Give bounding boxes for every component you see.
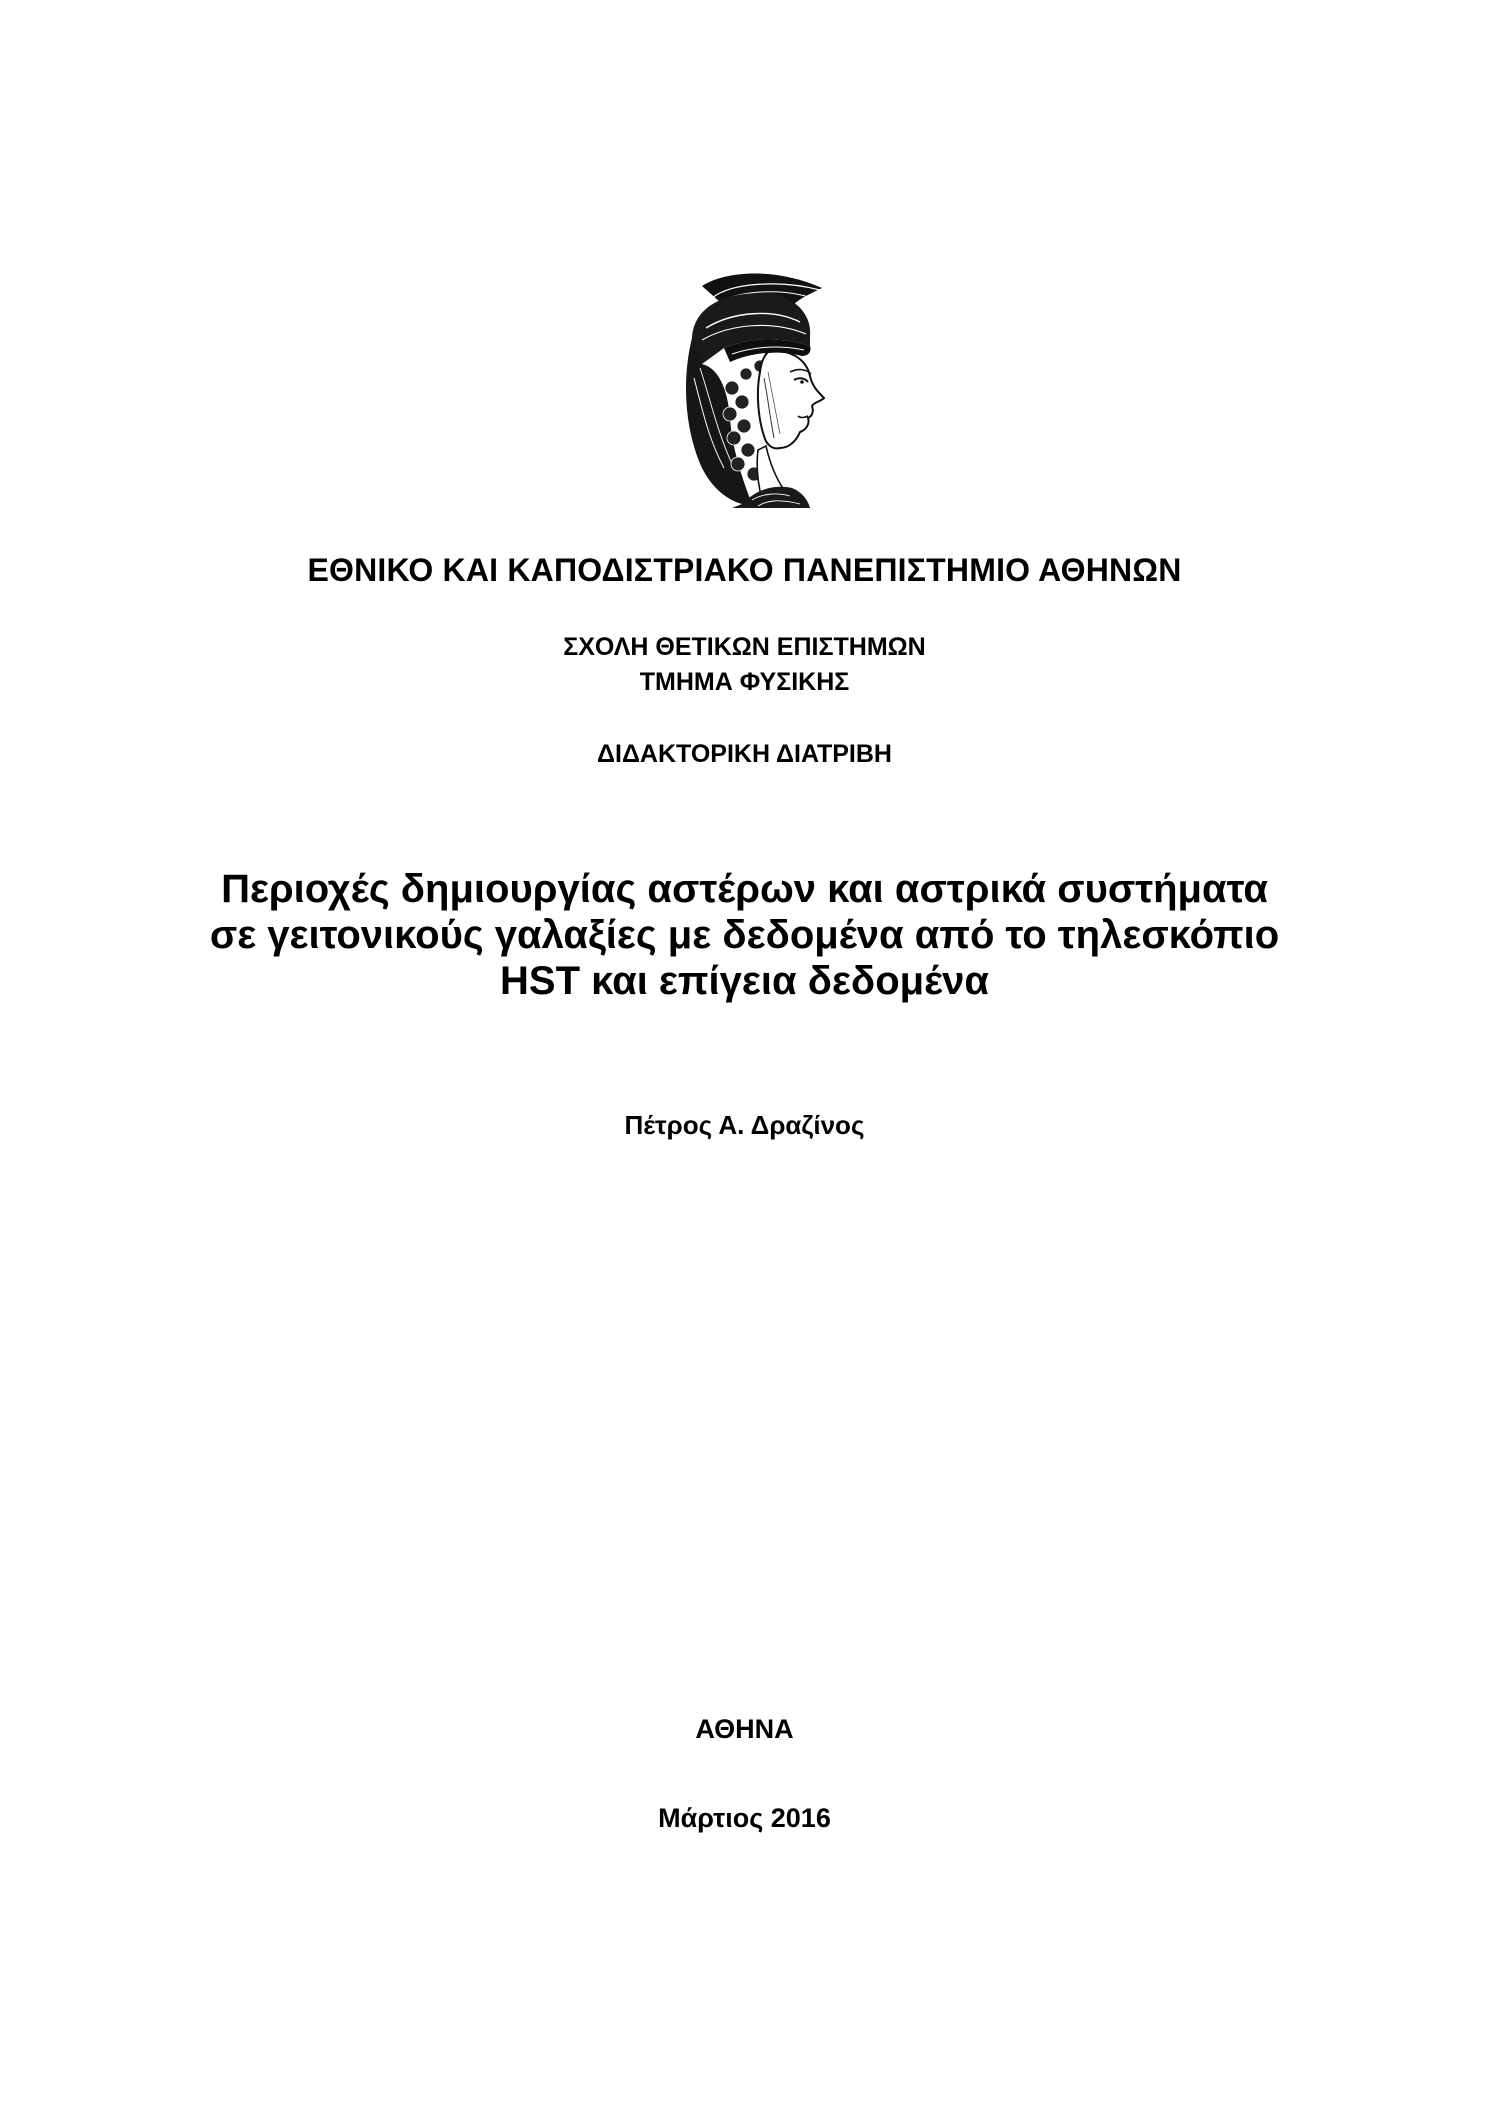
author-name: Πέτρος Α. Δραζίνος bbox=[624, 1110, 865, 1140]
athena-head-emblem-icon bbox=[672, 268, 842, 508]
city: ΑΘΗΝΑ bbox=[695, 1714, 794, 1744]
thesis-title-line-3: HST και επίγεια δεδομένα bbox=[500, 959, 989, 1003]
thesis-title-line-1: Περιοχές δημιουργίας αστέρων και αστρικά συστήματα bbox=[221, 867, 1268, 911]
university-name: ΕΘΝΙΚΟ ΚΑΙ ΚΑΠΟΔΙΣΤΡΙΑΚΟ ΠΑΝΕΠΙΣΤΗΜΙΟ ΑΘΗΝΩΝ bbox=[307, 552, 1182, 588]
school-name: ΣΧΟΛΗ ΘΕΤΙΚΩΝ ΕΠΙΣΤΗΜΩΝ bbox=[563, 633, 926, 661]
thesis-type: ΔΙΔΑΚΤΟΡΙΚΗ ΔΙΑΤΡΙΒΗ bbox=[597, 740, 892, 768]
department-name: ΤΜΗΜΑ ΦΥΣΙΚΗΣ bbox=[639, 668, 850, 696]
thesis-title-line-2: σε γειτονικούς γαλαξίες με δεδομένα από το τηλεσκόπιο bbox=[209, 913, 1280, 957]
date: Μάρτιος 2016 bbox=[658, 1803, 831, 1833]
thesis-title bbox=[0, 866, 1489, 1004]
